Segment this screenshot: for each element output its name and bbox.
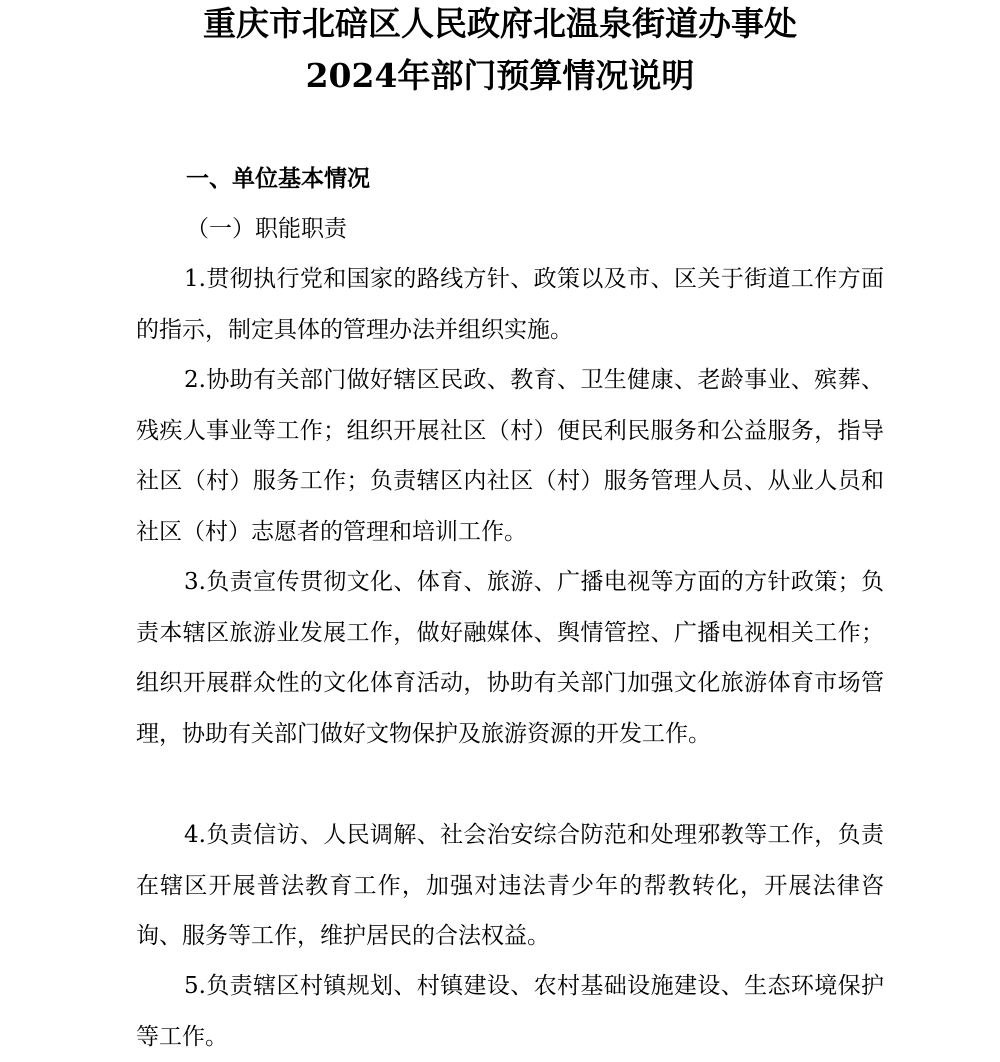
duty-item-4: 4.负责信访、人民调解、社会治安综合防范和处理邪教等工作，负责在辖区开展普法教育工作，加强对违法青少年的帮教转化，开展法律咨询、服务等工作，维护居民的合法权益。 <box>136 822 884 950</box>
document-title-line-1: 重庆市北碚区人民政府北温泉街道办事处 <box>203 4 797 43</box>
document-title-line-2: 2024年部门预算情况说明 <box>305 56 695 95</box>
duty-item-1: 1.贯彻执行党和国家的路线方针、政策以及市、区关于街道工作方面的指示，制定具体的管理办法并组织实施。 <box>136 266 884 343</box>
duty-item-3: 3.负责宣传贯彻文化、体育、旅游、广播电视等方面的方针政策；负责本辖区旅游业发展工作，做好融媒体、舆情管控、广播电视相关工作；组织开展群众性的文化体育活动，协助有关部门加强文化旅游体育市场管理，协助有关部门做好文物保护及旅游资源的开发工作。 <box>136 569 884 747</box>
duty-item-2: 2.协助有关部门做好辖区民政、教育、卫生健康、老龄事业、殡葬、残疾人事业等工作；组织开展社区（村）便民利民服务和公益服务，指导社区（村）服务工作；负责辖区内社区（村）服务管理人员、从业人员和社区（村）志愿者的管理和培训工作。 <box>136 367 884 545</box>
section-heading-basic-info: 一、单位基本情况 <box>186 165 370 192</box>
subsection-heading-duties: （一）职能职责 <box>186 216 347 242</box>
duty-item-5: 5.负责辖区村镇规划、村镇建设、农村基础设施建设、生态环境保护等工作。 <box>136 973 884 1050</box>
